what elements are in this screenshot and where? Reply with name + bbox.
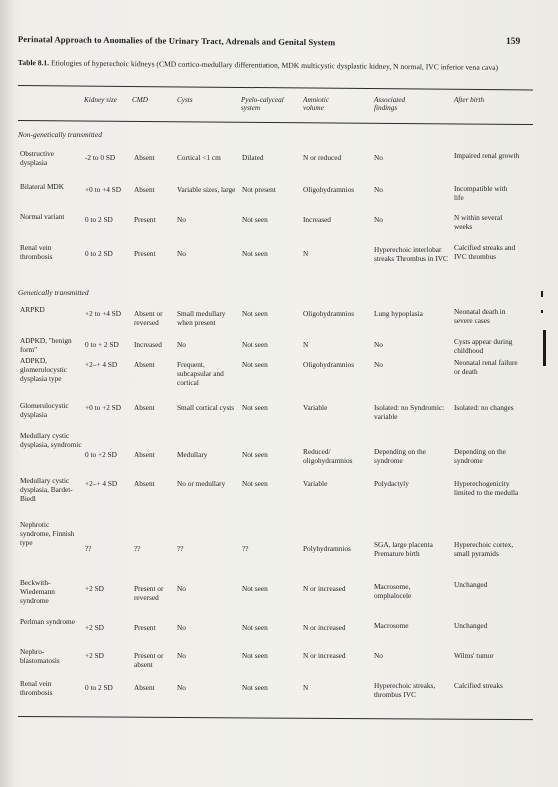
cell-cysts: No	[177, 340, 186, 349]
cell-disease: ARPKD	[20, 305, 45, 314]
cell-pyelo: Not seen	[242, 623, 268, 632]
cell-kidney-size: +0 to +2 SD	[85, 403, 122, 412]
cell-associated: No	[374, 215, 383, 224]
table-caption	[18, 58, 526, 73]
cell-associated: Depending on the syndrome	[374, 447, 426, 465]
cell-disease: Medullary cystic dysplasia, Bardet-Biedl	[20, 476, 73, 503]
cell-cmd: Absent or reversed	[134, 309, 163, 327]
cell-pyelo: Not seen	[242, 309, 268, 318]
cell-kidney-size: +2 SD	[85, 651, 104, 660]
cell-kidney-size: 0 to 2 SD	[85, 249, 113, 258]
cell-disease: Perlman syndrome	[20, 617, 75, 626]
cell-amniotic: N or increased	[303, 623, 346, 632]
cell-kidney-size: +2 SD	[85, 584, 104, 593]
cell-amniotic: N	[303, 683, 309, 692]
table-top-rule	[18, 85, 533, 90]
cell-after-birth: Unchanged	[454, 621, 488, 630]
cell-disease: Normal variant	[20, 212, 65, 221]
cell-associated: No	[374, 360, 383, 369]
cell-amniotic: N	[303, 249, 309, 258]
cell-cmd: Absent	[134, 360, 155, 369]
cell-after-birth: Incompatible with life	[454, 184, 508, 202]
cell-after-birth: Neonatal death in severe cases	[454, 307, 506, 325]
cell-cysts: Cortical <1 cm	[177, 153, 221, 162]
cell-cysts: Small medullary when present	[177, 309, 226, 327]
cell-cysts: No	[177, 683, 186, 692]
cell-associated: No	[374, 651, 383, 660]
section-non-genetic: Non-genetically transmitted	[18, 130, 102, 139]
cell-pyelo: Not seen	[242, 450, 268, 459]
cell-disease: ADPKD, "benign form"	[20, 336, 72, 354]
column-header-after-birth: After birth	[454, 96, 485, 104]
cell-after-birth: Unchanged	[454, 580, 488, 589]
cell-after-birth: Calcified streaks and IVC thrombus	[454, 243, 516, 261]
cell-associated: Hyperechoic streaks, thrombus IVC	[374, 681, 436, 699]
cell-after-birth: Hyperechoic cortex, small pyramids	[454, 540, 514, 558]
cell-cysts: No	[177, 651, 186, 660]
page-number: 159	[506, 37, 521, 47]
cell-pyelo: Not seen	[242, 215, 268, 224]
cell-cysts: No	[177, 215, 186, 224]
cell-amniotic: Oligohydramnios	[303, 360, 355, 369]
cell-kidney-size: +2 SD	[85, 623, 104, 632]
cell-cmd: ??	[134, 544, 141, 553]
margin-mark	[543, 330, 546, 366]
cell-cmd: Absent	[134, 403, 155, 412]
cell-cysts: No	[177, 623, 186, 632]
column-header-amniotic: Amniotic volume	[303, 96, 329, 113]
cell-amniotic: Polyhydramnios	[303, 544, 351, 553]
cell-disease: Renal vein thrombosis	[20, 243, 53, 261]
cell-associated: Isolated: no Syndromic: variable	[374, 403, 445, 421]
cell-cysts: Frequent, subcapsular and cortical	[177, 360, 224, 387]
cell-cysts: Small cortical cysts	[177, 403, 235, 412]
table-bottom-rule	[18, 716, 533, 720]
cell-cmd: Absent	[134, 153, 155, 162]
cell-pyelo: Not present	[242, 185, 276, 194]
cell-after-birth: Hyperechogenicity limited to the medulla	[454, 479, 519, 497]
section-genetic: Genetically transmitted	[18, 288, 89, 297]
cell-pyelo: ??	[242, 544, 249, 553]
cell-amniotic: Oligohydramnios	[303, 309, 355, 318]
column-header-cmd: CMD	[132, 96, 148, 104]
cell-cmd: Present or absent	[134, 651, 164, 669]
cell-kidney-size: 0 to 2 SD	[85, 215, 113, 224]
cell-cmd: Absent	[134, 479, 155, 488]
cell-cmd: Present	[134, 249, 156, 258]
cell-amniotic: Oligohydramnios	[303, 185, 355, 194]
cell-kidney-size: ??	[85, 544, 92, 553]
cell-after-birth: Calcified streaks	[454, 681, 503, 690]
cell-kidney-size: +2–+ 4 SD	[85, 360, 118, 369]
cell-pyelo: Not seen	[242, 584, 268, 593]
cell-disease: ADPKD, glomerulocystic dysplasia type	[20, 356, 68, 383]
cell-after-birth: Depending on the syndrome	[454, 447, 506, 465]
cell-disease: Nephrotic syndrome, Finnish type	[20, 520, 75, 547]
table-label: Table 8.1.	[17, 58, 50, 68]
cell-pyelo: Not seen	[242, 683, 268, 692]
cell-associated: Polydactyly	[374, 479, 409, 488]
cell-disease: Medullary cystic dysplasia, syndromic	[20, 431, 82, 449]
cell-after-birth: Wilms' tumor	[454, 651, 494, 660]
cell-after-birth: Cysts appear during childhood	[454, 337, 513, 355]
cell-amniotic: Variable	[303, 479, 328, 488]
cell-after-birth: N within several weeks	[454, 213, 503, 231]
cell-associated: No	[374, 185, 383, 194]
cell-cysts: No or medullary	[177, 479, 226, 488]
cell-disease: Bilateral MDK	[20, 182, 64, 191]
cell-pyelo: Not seen	[242, 479, 268, 488]
cell-disease: Renal vein thrombosis	[20, 679, 53, 697]
cell-after-birth: Neonatal renal failure or death	[454, 358, 518, 376]
column-header-pyelo: Pyelo-calyceal system	[241, 96, 284, 113]
table-header-rule	[18, 120, 533, 125]
cell-amniotic: N	[303, 340, 309, 349]
cell-cysts: ??	[177, 544, 184, 553]
cell-disease: Beckwith-Wiedemann syndrome	[20, 578, 55, 605]
margin-mark	[541, 291, 543, 297]
cell-associated: Macrosome, omphalocele	[374, 582, 412, 600]
cell-pyelo: Dilated	[242, 153, 264, 162]
cell-kidney-size: 0 to +2 SD	[85, 450, 117, 459]
cell-amniotic: N or increased	[303, 651, 346, 660]
cell-associated: Macrosome	[374, 621, 409, 630]
cell-cysts: No	[177, 249, 186, 258]
cell-associated: Lung hypoplasia	[374, 309, 423, 318]
column-header-kidney-size: Kidney size	[84, 96, 117, 104]
cell-cmd: Present or reversed	[134, 584, 164, 602]
cell-amniotic: Variable	[303, 403, 328, 412]
cell-amniotic: Reduced/ oligohydramnios	[303, 447, 353, 465]
cell-associated: SGA, large placenta Premature birth	[374, 540, 433, 558]
cell-cmd: Present	[134, 623, 156, 632]
cell-cysts: No	[177, 584, 186, 593]
cell-disease: Glomerulocystic dysplasia	[20, 401, 69, 419]
page-gutter-shadow	[0, 0, 14, 787]
cell-after-birth: Impaired renal growth	[454, 151, 520, 160]
cell-kidney-size: 0 to 2 SD	[85, 683, 113, 692]
cell-amniotic: Increased	[303, 215, 331, 224]
cell-amniotic: N or increased	[303, 584, 346, 593]
cell-cmd: Absent	[134, 450, 155, 459]
cell-kidney-size: +2–+ 4 SD	[85, 479, 118, 488]
margin-mark	[541, 310, 543, 313]
cell-disease: Nephro-blastomatosis	[20, 647, 60, 665]
cell-cysts: Medullary	[177, 450, 208, 459]
cell-pyelo: Not seen	[242, 403, 268, 412]
cell-pyelo: Not seen	[242, 651, 268, 660]
cell-associated: No	[374, 340, 383, 349]
cell-kidney-size: +2 to +4 SD	[85, 309, 122, 318]
cell-cmd: Present	[134, 215, 156, 224]
cell-associated: Hyperechoic interlobar streaks Thrombus in IVC	[374, 245, 448, 263]
table-caption-text: Etiologies of hyperechoic kidneys (CMD cortico-medullary differentiation, MDK multicystic dysplastic kidney, N normal, IVC inferior vena cava)	[49, 58, 499, 73]
column-header-cysts: Cysts	[177, 96, 193, 104]
cell-cmd: Increased	[134, 340, 162, 349]
running-header: Perinatal Approach to Anomalies of the Urinary Tract, Adrenals and Genital System	[17, 34, 336, 48]
cell-pyelo: Not seen	[242, 249, 268, 258]
cell-kidney-size: 0 to + 2 SD	[85, 340, 119, 349]
cell-cmd: Absent	[134, 683, 155, 692]
cell-kidney-size: +0 to +4 SD	[85, 185, 122, 194]
cell-pyelo: Not seen	[242, 360, 268, 369]
cell-cmd: Absent	[134, 185, 155, 194]
cell-kidney-size: -2 to 0 SD	[85, 153, 116, 162]
column-header-associated: Associated findings	[374, 96, 406, 113]
cell-amniotic: N or reduced	[303, 153, 342, 162]
cell-pyelo: Not seen	[242, 340, 268, 349]
cell-disease: Obstructive dysplasia	[20, 149, 55, 167]
cell-cysts: Variable sizes, large	[177, 185, 236, 194]
cell-associated: No	[374, 153, 383, 162]
cell-after-birth: Isolated: no changes	[454, 403, 514, 412]
